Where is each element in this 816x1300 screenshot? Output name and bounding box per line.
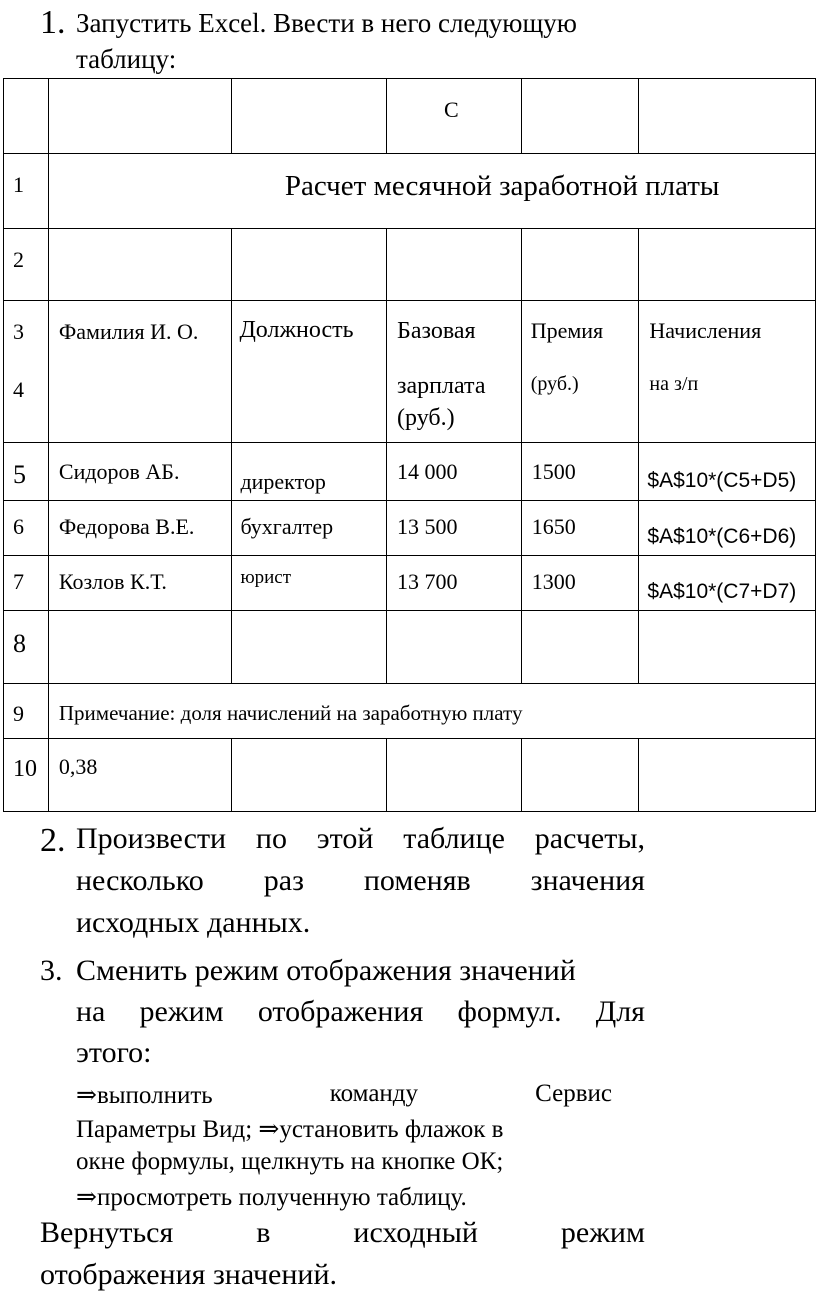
row-number: 4	[13, 377, 24, 402]
cell-formula: $A$10*(C5+D5)	[647, 469, 797, 492]
word: Произвести	[76, 822, 227, 855]
table-row-6	[4, 501, 816, 556]
table-header-row	[4, 301, 816, 443]
final-text-line1	[40, 1216, 645, 1250]
step3-sub-line4: ⇒просмотреть полученную таблицу.	[76, 1184, 467, 1211]
table-title: Расчет месячной заработной платы	[284, 170, 720, 202]
word: отображения	[257, 995, 424, 1028]
header-accruals-1: Начисления	[649, 318, 762, 343]
word: расчеты,	[534, 822, 645, 855]
cell-name: Сидоров АБ.	[58, 459, 180, 484]
word: несколько	[76, 864, 204, 897]
cell-formula: $A$10*(C7+D7)	[647, 580, 797, 603]
row-number: 3	[13, 319, 24, 344]
header-base-salary-2: зарплата	[397, 373, 486, 399]
word: раз	[263, 864, 304, 897]
step1-text-line1: Запустить Excel. Ввести в него следующую	[76, 8, 577, 38]
word: значения	[530, 864, 645, 897]
final-text-line2: отображения значений.	[40, 1258, 338, 1291]
step3-text-line3: этого:	[76, 1036, 152, 1069]
word: поменяв	[363, 864, 471, 897]
step3-sub-line1	[76, 1080, 612, 1110]
arrow-icon: ⇒	[76, 1184, 97, 1211]
cell-position: бухгалтер	[240, 514, 334, 539]
row-number: 8	[13, 629, 26, 658]
cell-base-salary: 13 700	[397, 569, 458, 594]
cell-formula: $A$10*(C6+D6)	[647, 525, 797, 548]
step2-text-line3: исходных данных.	[76, 906, 311, 939]
column-header-row	[4, 79, 816, 154]
word: Для	[595, 995, 645, 1028]
row-number: 7	[13, 569, 24, 594]
word: формул.	[457, 995, 562, 1028]
header-bonus-2: (руб.)	[530, 373, 579, 395]
table-row-10	[4, 739, 816, 812]
table-row-9	[4, 684, 816, 739]
cell-share-value: 0,38	[58, 754, 98, 779]
header-position: Должность	[239, 317, 354, 343]
cell-bonus: 1500	[531, 459, 576, 484]
table-row-2	[4, 229, 816, 301]
header-base-salary-3: (руб.)	[397, 405, 455, 431]
row-number: 5	[13, 460, 26, 489]
step2-text-line2	[76, 864, 645, 898]
header-accruals-2: на з/п	[649, 373, 699, 395]
cell-name: Федорова В.Е.	[58, 514, 195, 539]
word: таблице	[403, 822, 505, 855]
cell-bonus: 1650	[531, 514, 576, 539]
row-number: 9	[13, 701, 24, 726]
header-name: Фамилия И. О.	[58, 319, 199, 344]
step2-number: 2.	[40, 822, 66, 859]
step3-text-line1: Сменить режим отображения значений	[76, 954, 576, 987]
word: на	[76, 995, 106, 1028]
row-number: 2	[13, 247, 24, 272]
salary-table	[3, 78, 816, 812]
table-row-7	[4, 556, 816, 611]
cell-bonus: 1300	[531, 569, 576, 594]
row-number: 1	[13, 172, 24, 197]
word: режим	[139, 995, 224, 1028]
word: в	[256, 1216, 271, 1249]
column-label-c: С	[444, 97, 459, 122]
row-number: 10	[13, 756, 37, 782]
cell-base-salary: 14 000	[397, 459, 458, 484]
word: по	[255, 822, 287, 855]
table-row-1	[4, 154, 816, 229]
header-base-salary-1: Базовая	[397, 318, 476, 344]
word: этой	[316, 822, 374, 855]
word: Сервис	[535, 1080, 612, 1107]
row-number: 6	[13, 514, 24, 539]
word: режим	[560, 1216, 645, 1249]
step3-text-line2	[76, 995, 645, 1029]
step3-sub-line3: окне формулы, щелкнуть на кнопке ОК;	[76, 1148, 504, 1175]
step2-text-line1	[76, 822, 645, 856]
step3-sub-line2: Параметры Вид; ⇒установить флажок в	[76, 1116, 504, 1143]
step3-number: 3.	[40, 954, 63, 987]
word: команду	[329, 1080, 419, 1107]
word: Вернуться	[40, 1216, 174, 1249]
cell-name: Козлов К.Т.	[58, 569, 167, 594]
cell-base-salary: 13 500	[397, 514, 458, 539]
note-text: Примечание: доля начислений на заработную плату	[58, 701, 523, 725]
arrow-icon: ⇒	[76, 1082, 97, 1109]
cell-position: юрист	[240, 567, 292, 588]
substep-run-command: ⇒выполнить	[76, 1082, 213, 1109]
header-bonus-1: Премия	[530, 318, 604, 343]
table-row-8	[4, 611, 816, 684]
step1-number: 1.	[40, 4, 66, 41]
arrow-icon: ⇒	[258, 1116, 280, 1143]
word: исходный	[353, 1216, 478, 1249]
cell-position: директор	[240, 469, 326, 494]
step1-text-line2: таблицу:	[76, 44, 177, 74]
table-row-5	[4, 443, 816, 501]
